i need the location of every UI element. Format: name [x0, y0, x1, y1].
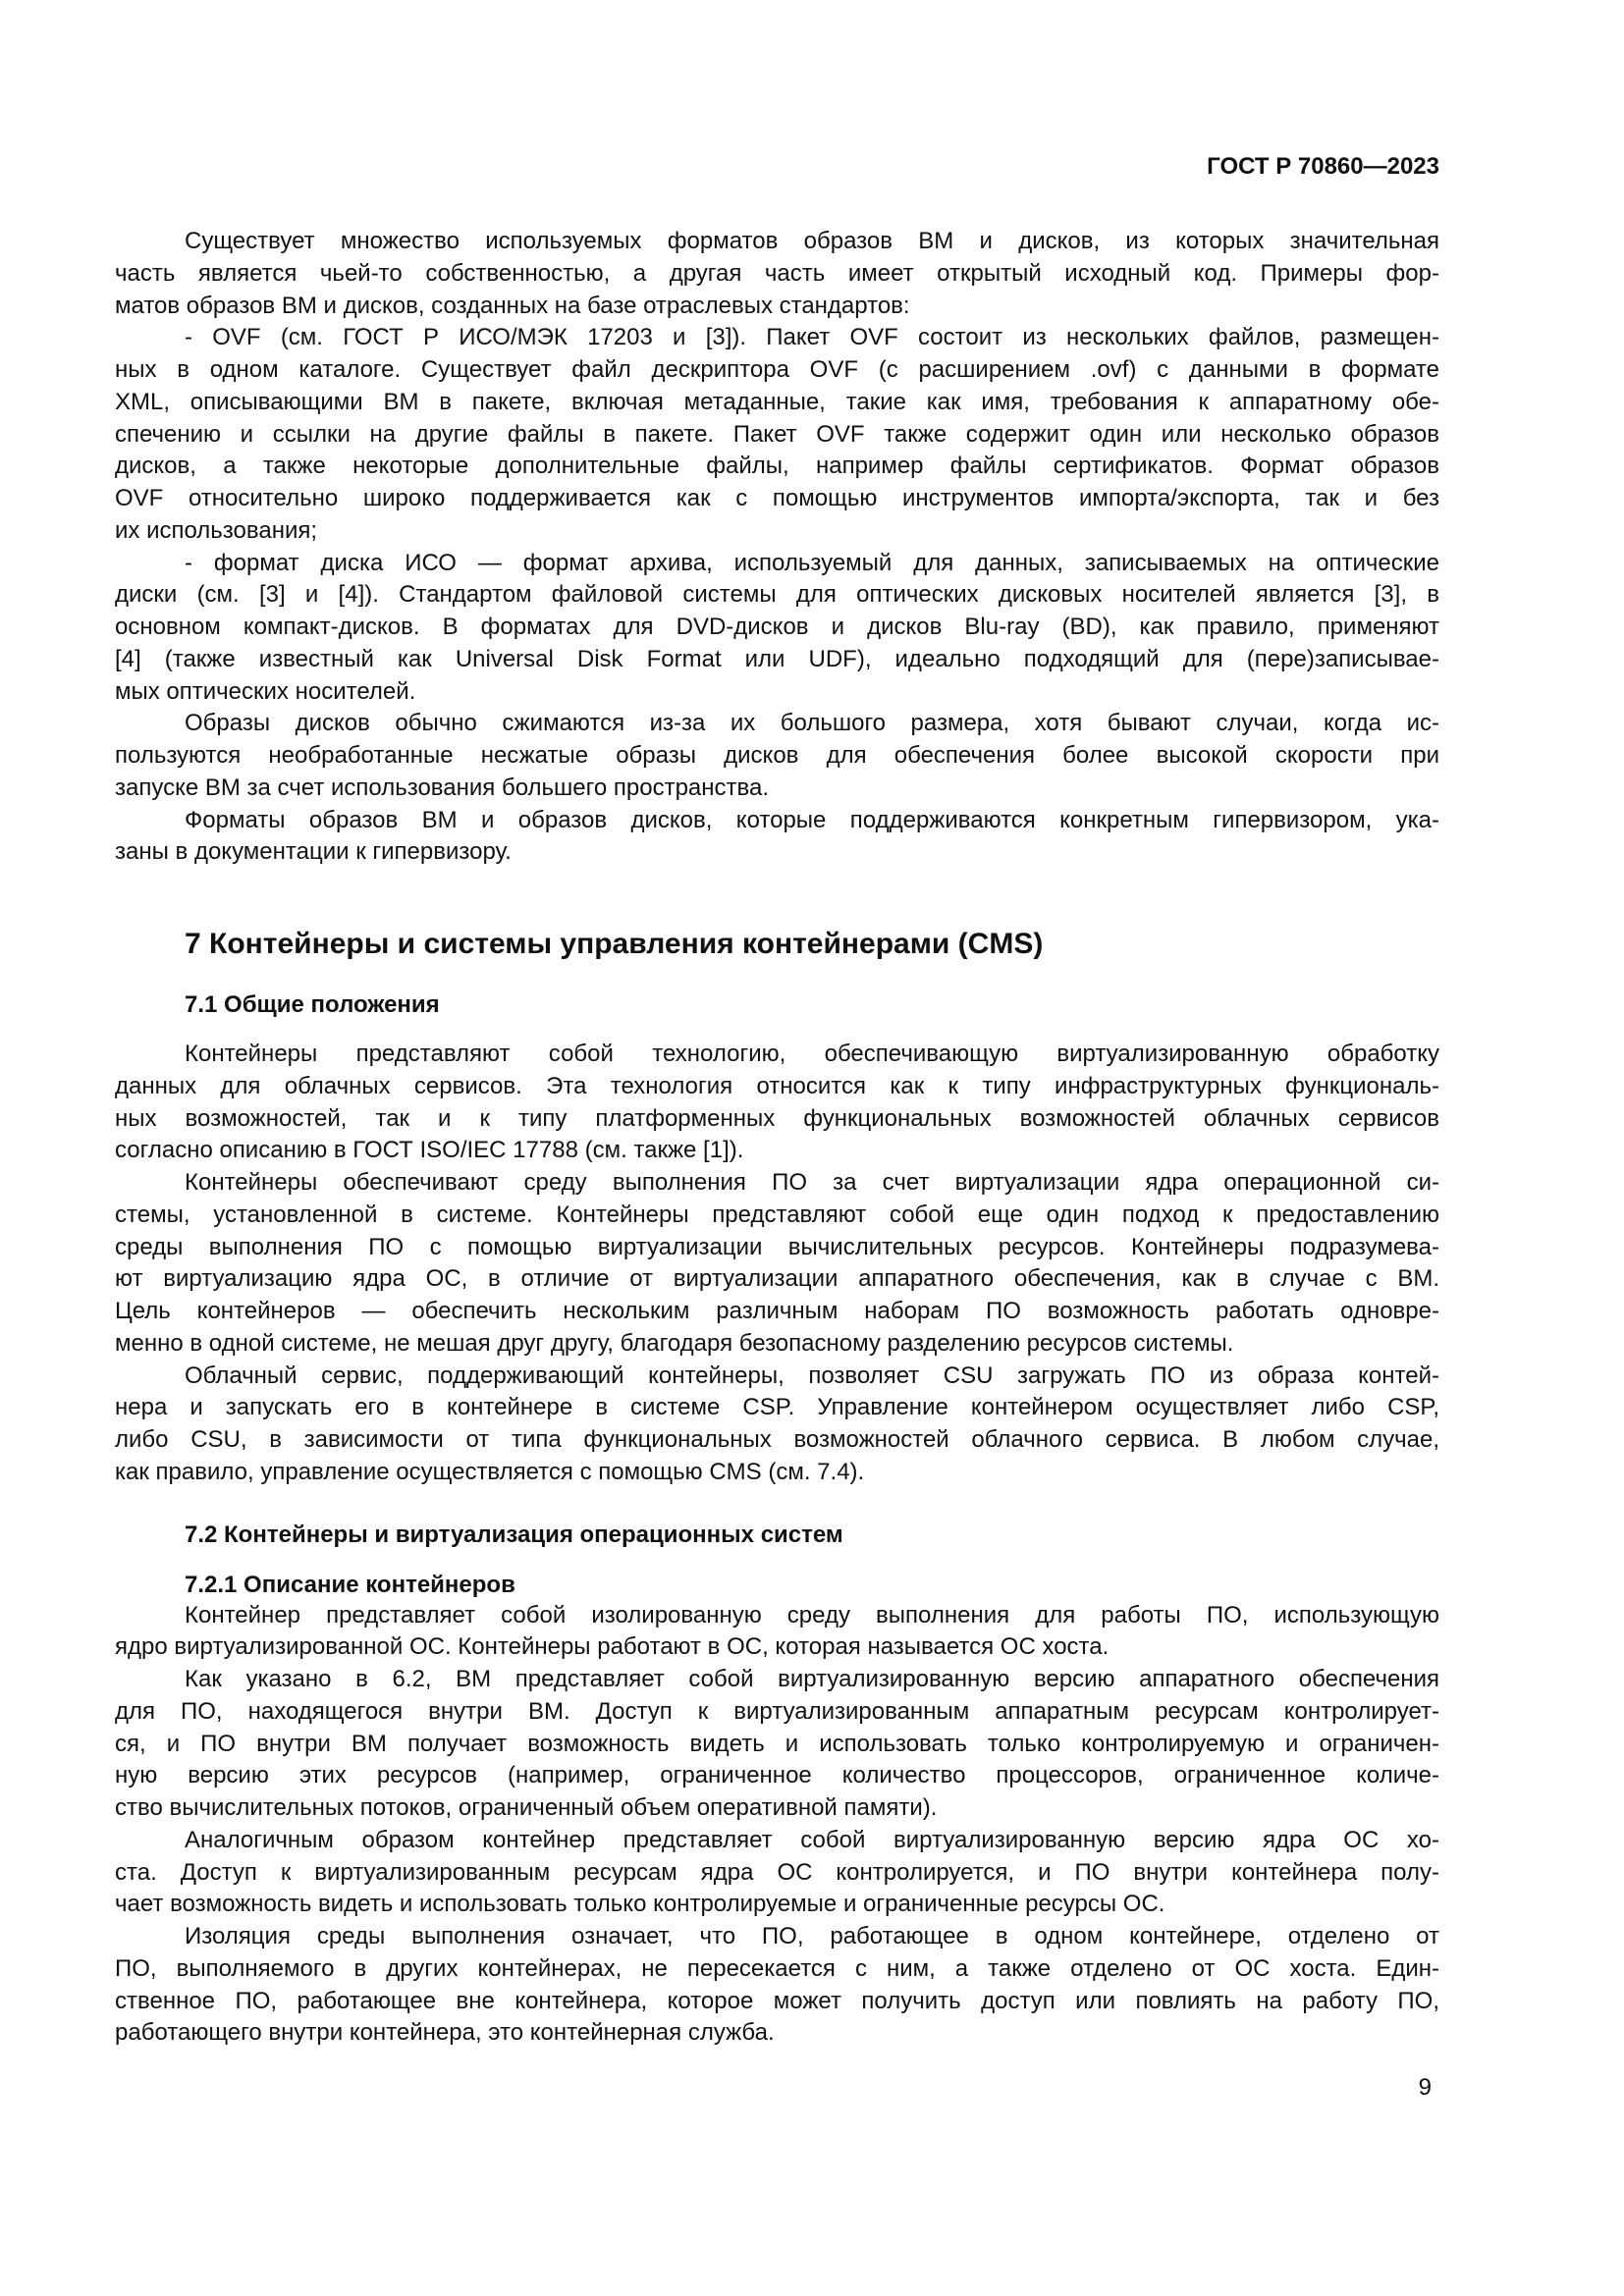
text-line: Контейнер представляет собой изолированную среду выполнения для работы ПО, использующую: [185, 1601, 1439, 1629]
text-line: запуске ВМ за счет использования большего пространства.: [115, 774, 769, 801]
text-line: дисков, а также некоторые дополнительные файлы, например файлы сертификатов. Формат образов: [115, 453, 1439, 480]
text-line: [4] (также известный как Universal Disk Format или UDF), идеально подходящий для (пере)записывае-: [115, 645, 1439, 672]
paragraph: [115, 1600, 1439, 1665]
text-line: ную версию этих ресурсов (например, ограниченное количество процессоров, ограниченное количе-: [115, 1762, 1439, 1789]
text-line: нера и запускать его в контейнере в системе CSP. Управление контейнером осуществляет либо CSP,: [115, 1394, 1439, 1421]
text-line: OVF относительно широко поддерживается как с помощью инструментов импорта/экспорта, так и без: [115, 485, 1439, 511]
text-line: Образы дисков обычно сжимаются из-за их большого размера, хотя бывают случаи, когда ис-: [185, 710, 1439, 737]
text-line: их использования;: [115, 516, 318, 544]
text-line: чает возможность видеть и использовать только контролируемые и ограниченные ресурсы ОС.: [115, 1891, 1165, 1918]
text-line: Облачный сервис, поддерживающий контейнеры, позволяет CSU загружать ПО из образа контей-: [185, 1362, 1439, 1389]
text-line: матов образов ВМ и дисков, созданных на базе отраслевых стандартов:: [115, 292, 910, 319]
document-header-id: ГОСТ Р 70860—2023: [1207, 153, 1439, 180]
paragraph: [115, 548, 1439, 709]
paragraph: [115, 1664, 1439, 1825]
text-line: Контейнеры представляют собой технологию, обеспечивающую виртуализированную обработку: [185, 1041, 1439, 1067]
intro-text: [115, 226, 1439, 869]
paragraph: [115, 805, 1439, 870]
section-7-1-text: [115, 1039, 1439, 1489]
text-line: ных в одном каталоге. Существует файл дескриптора OVF (с расширением .ovf) с данными в формате: [115, 356, 1439, 383]
paragraph: [115, 1167, 1439, 1361]
section-7-heading: 7 Контейнеры и системы управления контейнерами (CMS): [185, 928, 1044, 960]
text-line: ста. Доступ к виртуализированным ресурсам ядра ОС контролируется, и ПО внутри контейнера полу-: [115, 1858, 1439, 1886]
text-line: ных возможностей, так и к типу платформенных функциональных возможностей облачных сервисов: [115, 1104, 1439, 1132]
text-line: - формат диска ИСО — формат архива, используемый для данных, записываемых на оптические: [185, 549, 1439, 576]
paragraph: [115, 1039, 1439, 1167]
paragraph: [115, 1361, 1439, 1489]
text-line: Цель контейнеров — обеспечить нескольким различным наборам ПО возможность работать одновре-: [115, 1298, 1439, 1324]
text-line: среды выполнения ПО с помощью виртуализации вычислительных ресурсов. Контейнеры подразумева-: [115, 1233, 1439, 1260]
section-7-2-1-heading: 7.2.1 Описание контейнеров: [185, 1572, 515, 1598]
text-line: основном компакт-дисков. В форматах для DVD-дисков и дисков Blu-ray (BD), как правило, применяют: [115, 614, 1439, 640]
text-line: ПО, выполняемого в других контейнерах, не пересекается с ним, а также отделено от ОС хоста. Един-: [115, 1954, 1439, 1982]
text-line: согласно описанию в ГОСТ ISO/IEC 17788 (см. также [1]).: [115, 1137, 744, 1164]
paragraph: [115, 226, 1439, 322]
text-line: - OVF (см. ГОСТ Р ИСО/МЭК 17203 и [3]). Пакет OVF состоит из нескольких файлов, размещен-: [185, 324, 1439, 351]
text-line: Форматы образов ВМ и образов дисков, которые поддерживаются конкретным гипервизором, ука-: [185, 806, 1439, 833]
text-line: Контейнеры обеспечивают среду выполнения ПО за счет виртуализации ядра операционной си-: [185, 1169, 1439, 1196]
text-line: Существует множество используемых форматов образов ВМ и дисков, из которых значительная: [185, 228, 1439, 254]
text-line: менно в одной системе, не мешая друг другу, благодаря безопасному разделению ресурсов системы.: [115, 1329, 1234, 1357]
text-line: ядро виртуализированной ОС. Контейнеры работают в ОС, которая называется ОС хоста.: [115, 1633, 1110, 1661]
section-7-1-heading: 7.1 Общие положения: [185, 991, 440, 1018]
text-line: Изоляция среды выполнения означает, что ПО, работающее в одном контейнере, отделено от: [185, 1923, 1439, 1949]
text-line: Как указано в 6.2, ВМ представляет собой виртуализированную версию аппаратного обеспечения: [185, 1666, 1439, 1692]
paragraph: [115, 1825, 1439, 1921]
text-line: Аналогичным образом контейнер представляет собой виртуализированную версию ядра ОС хо-: [185, 1826, 1439, 1853]
text-line: ся, и ПО внутри ВМ получает возможность видеть и использовать только контролируемую и ограничен-: [115, 1730, 1439, 1757]
text-line: пользуются необработанные несжатые образы дисков для обеспечения более высокой скорости при: [115, 742, 1439, 769]
paragraph: [115, 322, 1439, 547]
paragraph: [115, 1921, 1439, 2050]
text-line: заны в документации к гипервизору.: [115, 838, 512, 866]
section-7-2-heading: 7.2 Контейнеры и виртуализация операционных систем: [185, 1522, 843, 1548]
text-line: ство вычислительных потоков, ограниченный объем оперативной памяти).: [115, 1794, 938, 1821]
section-7-2-1-text: [115, 1600, 1439, 2051]
text-line: стемы, установленной в системе. Контейнеры представляют собой еще один подход к предоставлению: [115, 1201, 1439, 1228]
text-line: ственное ПО, работающее вне контейнера, которое может получить доступ или повлиять на работу ПО,: [115, 1987, 1439, 2014]
text-line: работающего внутри контейнера, это контейнерная служба.: [115, 2019, 775, 2047]
text-line: для ПО, находящегося внутри ВМ. Доступ к виртуализированным аппаратным ресурсам контролирует-: [115, 1697, 1439, 1725]
text-line: либо CSU, в зависимости от типа функциональных возможностей облачного сервиса. В любом случае,: [115, 1426, 1439, 1453]
text-line: часть является чьей-то собственностью, а другая часть имеет открытый исходный код. Примеры фор-: [115, 259, 1439, 287]
page-number: 9: [1418, 2074, 1432, 2101]
paragraph: [115, 708, 1439, 804]
text-line: мых оптических носителей.: [115, 677, 416, 705]
text-line: диски (см. [3] и [4]). Стандартом файловой системы для оптических дисковых носителей является [3], в: [115, 581, 1439, 609]
text-line: спечению и ссылки на другие файлы в пакете. Пакет OVF также содержит один или несколько образов: [115, 420, 1439, 448]
text-line: XML, описывающими ВМ в пакете, включая метаданные, такие как имя, требования к аппаратному обе-: [115, 388, 1439, 415]
text-line: ют виртуализацию ядра ОС, в отличие от виртуализации аппаратного обеспечения, как в случае с ВМ.: [115, 1265, 1439, 1293]
text-line: как правило, управление осуществляется с помощью CMS (см. 7.4).: [115, 1458, 865, 1485]
text-line: данных для облачных сервисов. Эта технология относится как к типу инфраструктурных функциональ-: [115, 1072, 1439, 1099]
